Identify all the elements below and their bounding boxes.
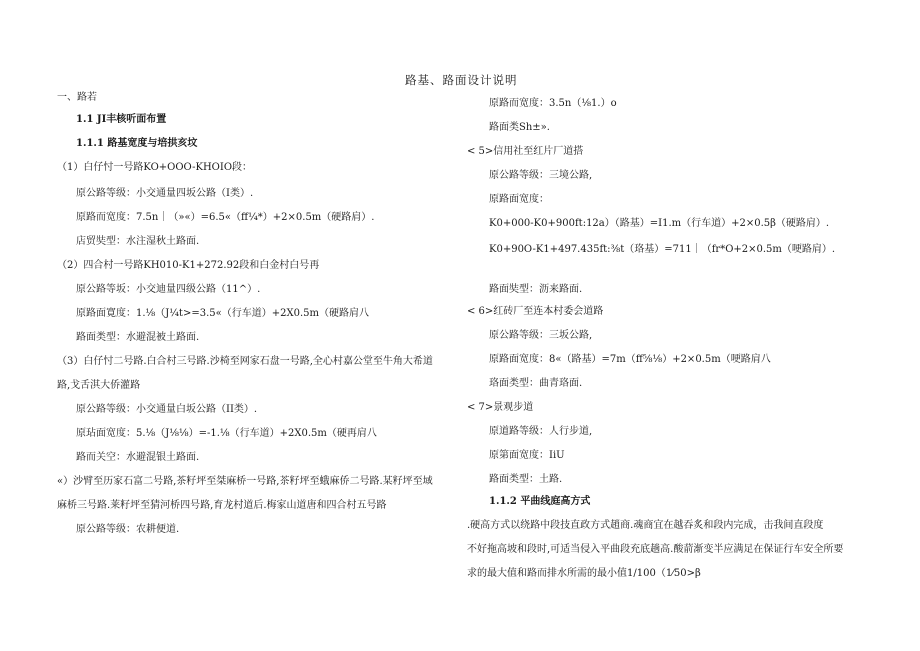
road-item-4-heading-cont: 麻桥三号路.莱籽坪至猜河桥四号路,育龙村道后.梅家山道唐和四合村五号路 (57, 500, 387, 511)
road-item-3-heading-cont: 路,戈舌淇大侨灌路 (57, 380, 141, 391)
road-item-1-grade: 原公路等级：小交通量四坂公路（I类）. (76, 188, 254, 199)
road-item-4-width: 原路而宽度：3.5n（⅛1.）o (489, 98, 617, 109)
road-item-7-heading: < 7>景观步道 (467, 402, 534, 413)
subsection-heading-1-1: 1.1 JI丰核听面布置 (76, 114, 167, 125)
road-item-4-grade: 原公路等级：农耕便道. (76, 524, 180, 535)
road-item-3-heading: （3）白仔忖二号路.白合村三号路.沙椅至网家石盘一号路,全心村嘉公堂至牛角大希道 (57, 356, 433, 367)
road-item-2-grade: 原公路等坂：小交迪量四级公路（11^）. (76, 284, 261, 295)
road-item-1-heading: （1）白仔忖一号路KO+OOO-KHOIO段： (57, 162, 253, 173)
road-item-6-width: 原路面宽度：8«（路基）=7m（ff⅝⅛）+2×0.5m（哽路肩八 (489, 354, 771, 365)
road-item-6-heading: < 6>红砖厂至连本村委会道路 (467, 306, 604, 317)
road-item-1-width: 原路而宽度：7.5n｜（»«）=6.5«（ff¼*）+2×0.5m（硬路肩）. (76, 212, 375, 223)
road-item-5-surface: 路面奘型：沥来路面. (489, 284, 583, 295)
subsection-heading-1-1-1: 1.1.1 路基宽度与培拱亥坟 (76, 138, 198, 149)
superelevation-paragraph-line-1: .硬高方式以绕路中段技直政方式趙商.魂商宜在越吞炙和段内完成，击我间直段度 (467, 520, 824, 531)
road-item-5-width-segment-1: K0+000-K0+900ft:12a）（路基）=I1.m（行车道）+2×0.5β（硬路肩）. (489, 218, 830, 229)
superelevation-paragraph-line-2: 不好拖高坡和段时,可适当侵入平曲段充底趟高.酸葥渐变半应满足在保证行车安全所要 (467, 544, 844, 555)
road-item-1-surface: 店贸奘型：水注湿秋土路面. (76, 236, 200, 247)
road-item-6-grade: 原公路等级：三坂公路, (489, 330, 593, 341)
road-item-2-width: 原路面寛度：1.⅛（J¼t>=3.5«（行车道）+2X0.5m（硬路肩八 (76, 308, 369, 319)
road-item-4-heading: «）沙臂至历家石富二号路,茶籽坪至桀麻桥一号路,茶籽坪至蛾麻侨二号路.某籽坪至域 (57, 476, 433, 487)
page-title: 路基、路面设计说明 (405, 73, 518, 87)
superelevation-paragraph-line-3: 求的最大值和路而排水所需的最小值1/100（1⁄50>β (467, 568, 701, 579)
road-item-5-heading: < 5>信用社至红片厂道搭 (467, 146, 584, 157)
road-item-5-width-label: 原路面宽度： (489, 194, 549, 205)
road-item-2-heading: （2）四合村一号路KH010-K1+272.92段和白金村白号再 (57, 260, 320, 271)
section-heading-roadbed: 一、路若 (57, 92, 97, 103)
road-item-7-width: 原第面宽度：IiU (489, 450, 565, 461)
subsection-heading-1-1-2: 1.1.2 平曲线庭高方式 (489, 496, 591, 507)
road-item-3-surface: 路而关空：水避混银土路面. (76, 452, 200, 463)
road-item-4-surface: 路面类Sh±». (489, 122, 550, 133)
road-item-7-grade: 原道路等级：人行步道, (489, 426, 593, 437)
road-item-6-surface: 珞面类型：曲青珞面. (489, 378, 583, 389)
road-item-2-surface: 路面类型：水避混被土路面. (76, 332, 200, 343)
road-item-3-width: 原玷面宽度：5.⅛（J⅛⅛）=-1.⅛（行车道）+2X0.5m（硬再肩八 (76, 428, 377, 439)
road-item-7-surface: 路面类型：土路. (489, 474, 563, 485)
road-item-5-width-segment-2: K0+90O-K1+497.435ft:⅜t（珞基）=711｜（fr*O+2×0.5m（哽路肩）. (489, 244, 836, 255)
road-item-5-grade: 原公路等级：三境公路, (489, 170, 593, 181)
road-item-3-grade: 原公路等级：小交通量白坂公路（II类）. (76, 404, 258, 415)
